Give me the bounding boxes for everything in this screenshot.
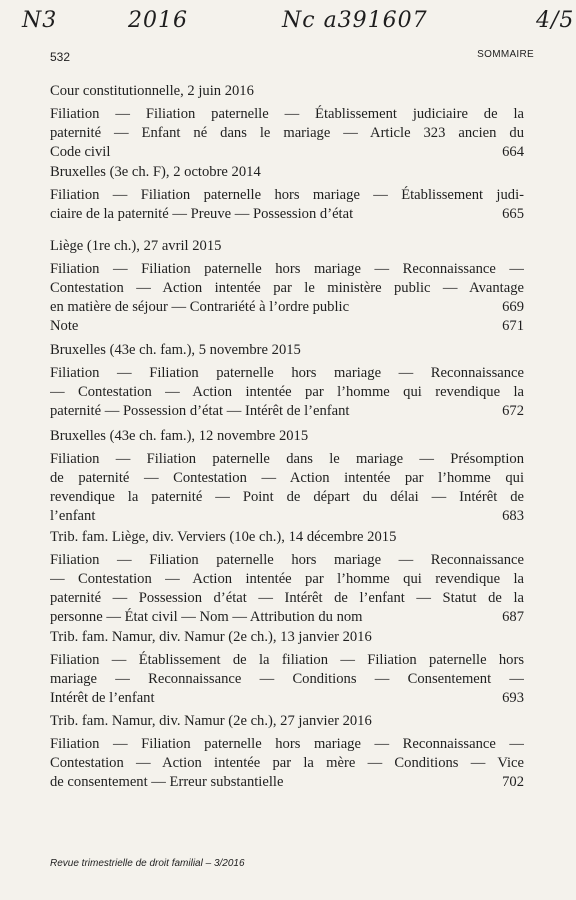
keyword-line: personne — État civil — Nom — Attribution du nom [50, 609, 363, 625]
keyword-line: Filiation — Filiation paternelle dans le mariage — Présomption [50, 451, 524, 467]
court-decision-heading: Cour constitutionnelle, 2 juin 2016 [50, 83, 254, 99]
keyword-line: Filiation — Filiation paternelle hors mariage — Établissement judi- [50, 187, 524, 203]
keyword-line: Contestation — Action intentée par la mère — Conditions — Vice [50, 755, 524, 771]
keyword-line: mariage — Reconnaissance — Conditions — Consentement — [50, 671, 524, 687]
keywords-block [50, 364, 524, 421]
keyword-line: l’enfant [50, 508, 96, 524]
court-decision-heading: Trib. fam. Liège, div. Verviers (10e ch.), 14 décembre 2015 [50, 529, 397, 545]
keyword-line: paternité — Possession d’état — Intérêt de l’enfant [50, 403, 350, 419]
handwritten-fraction: 4/5 [536, 8, 575, 33]
court-decision-heading: Bruxelles (43e ch. fam.), 12 novembre 2015 [50, 428, 309, 444]
handwritten-year: 2016 [128, 8, 188, 33]
keyword-line: Intérêt de l’enfant [50, 690, 155, 706]
court-decision-heading: Trib. fam. Namur, div. Namur (2e ch.), 27 janvier 2016 [50, 713, 372, 729]
page-reference: 693 [502, 690, 524, 706]
journal-footer: Revue trimestrielle de droit familial – 3/2016 [50, 858, 245, 869]
note-page-reference: 671 [502, 318, 524, 334]
handwritten-reference: Nc a391607 [282, 8, 428, 33]
note-label: Note [50, 318, 79, 334]
keyword-line: paternité — Possession d’état — Intérêt de l’enfant — Statut de la [50, 590, 524, 606]
keyword-line: Filiation — Filiation paternelle hors mariage — Reconnaissance — [50, 736, 524, 752]
keyword-line: paternité — Enfant né dans le mariage — Article 323 ancien du [50, 125, 524, 141]
keyword-line: Filiation — Établissement de la filiation — Filiation paternelle hors [50, 652, 524, 668]
summary-entry [50, 163, 524, 224]
handwritten-number: N3 [22, 8, 58, 33]
keyword-line: Filiation — Filiation paternelle — Établissement judiciaire de la [50, 106, 524, 122]
keywords-block [50, 651, 524, 708]
keyword-line: de consentement — Erreur substantielle [50, 774, 284, 790]
summary-entry [50, 341, 524, 421]
note-row [50, 317, 524, 336]
keywords-block [50, 186, 524, 224]
page-reference: 687 [502, 609, 524, 625]
page-reference: 672 [502, 403, 524, 419]
summary-entry [50, 628, 524, 708]
keyword-line: Filiation — Filiation paternelle hors mariage — Reconnaissance [50, 365, 524, 381]
keywords-block [50, 450, 524, 526]
keywords-block [50, 260, 524, 317]
keyword-line: Filiation — Filiation paternelle hors mariage — Reconnaissance — [50, 261, 524, 277]
page-reference: 664 [502, 144, 524, 160]
page-reference: 702 [502, 774, 524, 790]
summary-entry [50, 427, 524, 526]
keyword-line: — Contestation — Action intentée par l’homme qui revendique la [50, 571, 524, 587]
keyword-line: revendique la paternité — Point de départ du délai — Intérêt de [50, 489, 524, 505]
page-number: 532 [50, 50, 71, 64]
page-reference: 669 [502, 299, 524, 315]
page-reference: 683 [502, 508, 524, 524]
keywords-block [50, 105, 524, 162]
keyword-line: Code civil [50, 144, 111, 160]
keyword-line: — Contestation — Action intentée par l’homme qui revendique la [50, 384, 524, 400]
keyword-line: en matière de séjour — Contrariété à l’ordre public [50, 299, 350, 315]
summary-entry [50, 528, 524, 627]
summary-entry [50, 237, 524, 336]
summary-entry [50, 82, 524, 162]
court-decision-heading: Bruxelles (3e ch. F), 2 octobre 2014 [50, 164, 261, 180]
keyword-line: Contestation — Action intentée par le ministère public — Avantage [50, 280, 524, 296]
keywords-block [50, 735, 524, 792]
keywords-block [50, 551, 524, 627]
page-reference: 665 [502, 206, 524, 222]
court-decision-heading: Trib. fam. Namur, div. Namur (2e ch.), 13 janvier 2016 [50, 629, 372, 645]
summary-entry [50, 712, 524, 792]
keyword-line: ciaire de la paternité — Preuve — Possession d’état [50, 206, 354, 222]
section-title: SOMMAIRE [477, 49, 534, 60]
court-decision-heading: Liège (1re ch.), 27 avril 2015 [50, 238, 222, 254]
keyword-line: Filiation — Filiation paternelle hors mariage — Reconnaissance [50, 552, 524, 568]
keyword-line: de paternité — Contestation — Action intentée par l’homme qui [50, 470, 524, 486]
court-decision-heading: Bruxelles (43e ch. fam.), 5 novembre 2015 [50, 342, 301, 358]
